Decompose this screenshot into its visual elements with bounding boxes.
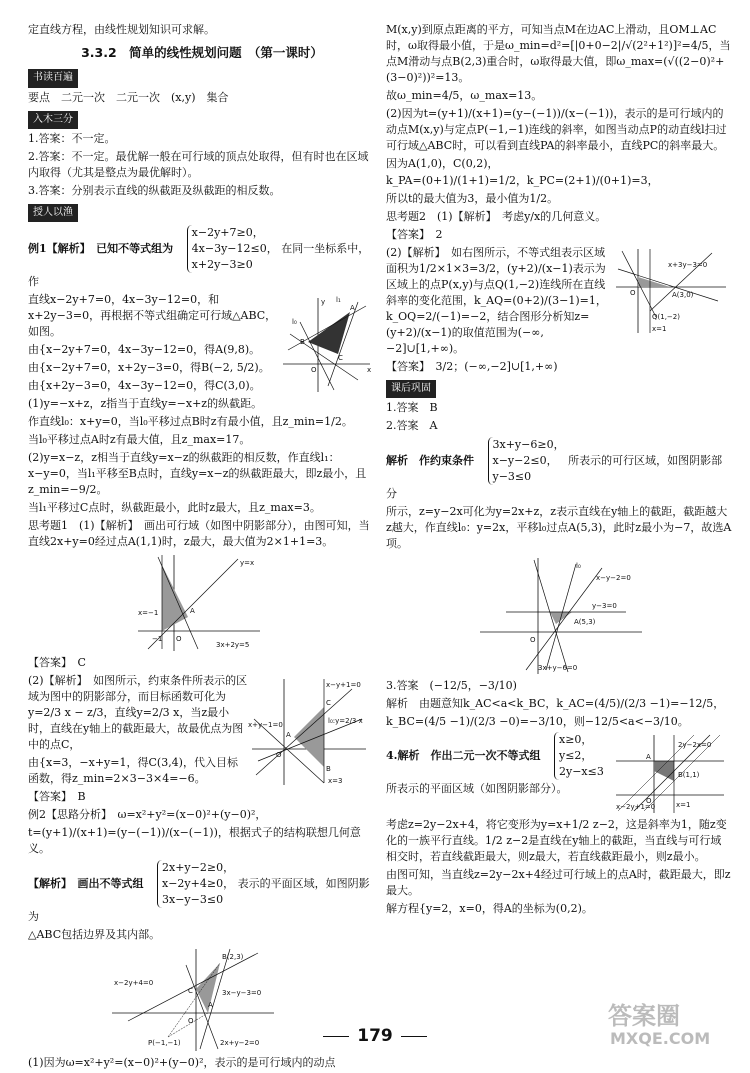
svg-text:B(1,1): B(1,1) — [678, 771, 700, 780]
svg-text:x+y−1=0: x+y−1=0 — [248, 721, 283, 730]
after-answer-2: 2.答案 A — [386, 419, 438, 433]
example2-last: (1)因为ω=x²+y²=(x−0)²+(y−0)²，表示的是可行域内的动点 — [28, 1055, 336, 1069]
answer-3: 3.答案：分别表示直线的纵截距及纵截距的相反数。 — [28, 183, 281, 197]
tag-fish: 授人以渔 — [28, 204, 78, 223]
example2-head: 例2【思路分析】 ω=x²+y²=(x−0)²+(y−0)²， — [28, 808, 267, 822]
figure-after2 — [476, 554, 646, 676]
watermark-logo — [600, 996, 740, 1048]
svg-text:Q(1,−2): Q(1,−2) — [652, 313, 680, 322]
svg-text:3x+y−6=0: 3x+y−6=0 — [538, 663, 578, 672]
svg-text:x: x — [367, 366, 372, 374]
think1-sol3: 由{x=3，−x+y=1，得C(3,4)，代入目标函数，得z_min=2×3−3×4=−6。 — [28, 756, 238, 785]
after-answer-3: 3.答案 (−12/5，−3/10) — [386, 678, 517, 692]
left-column — [28, 22, 376, 1073]
svg-text:C: C — [338, 354, 343, 362]
example1-line: 直线x−2y+7=0，4x−3y−12=0，和x+2y−3=0，再根据不等式组确定可行域△ABC，如图。 — [28, 293, 277, 338]
svg-text:l₀: l₀ — [292, 318, 297, 326]
after-2-sol: 解析 作约束条件 3x+y−6≥0， x−y−2≤0， y−3≤0 所表示的可行区域，如图阴影部分 — [386, 438, 723, 500]
after-3-line: k_BC=(4/5 −1)/(2/3 −0)=−3/10，则−12/5<a<−3/10。 — [386, 714, 689, 728]
think1: 思考题1 (1)【解析】 画出可行域（如图中阴影部分），由图可知，当直线2x+y=0经过点A(1,1)时，z最大，最大值为2×1+1=3。 — [28, 518, 370, 548]
example1-sol1: (1)y=−x+z，z指当于直线y=−x+z的纵截距。 — [28, 397, 263, 410]
svg-text:l₀:y=2/3 x: l₀:y=2/3 x — [328, 717, 363, 726]
svg-text:O: O — [276, 751, 282, 760]
svg-text:MXQE.COM: MXQE.COM — [610, 1029, 711, 1048]
svg-text:x−y−2=0: x−y−2=0 — [596, 573, 631, 582]
svg-text:O: O — [530, 635, 536, 644]
right-column — [386, 22, 732, 919]
example1-A: 由{x−2y+7=0，4x−3y−12=0，得A(9,8)。 — [28, 342, 261, 356]
svg-text:答案圈: 答案圈 — [608, 1002, 680, 1030]
svg-text:3x−y−3=0: 3x−y−3=0 — [222, 988, 262, 997]
answer-1: 1.答案：不一定。 — [28, 132, 116, 145]
after-3-sol: 解析 由题意知k_AC<a<k_BC，k_AC=(4/5)/(2/3 −1)=−12/5， — [386, 696, 725, 710]
svg-text:O: O — [646, 797, 652, 806]
after-4-line3: 解方程{y=2，x=0，得A的坐标为(0,2)。 — [386, 902, 593, 916]
r-line1: M(x,y)到原点距离的平方，可知当点M在边AC上滑动，且OM⊥AC时，ω取得最小值，于是ω_min=d²=[|0+0−2|/√(2²+1²)]²=4/5，当点M滑动与点B(2,3)重合时，ω取得最大值，即ω_max=(√((2−0)²+(3−0)²))²=13。 — [386, 23, 731, 84]
answer-2: 2.答案：不一定。最优解一般在可行域的顶点处取得，但有时也在区域内取得（尤其是整点为最优解时）。 — [28, 149, 369, 179]
after-2-system: 3x+y−6≥0， x−y−2≤0， y−3≤0 — [488, 437, 565, 485]
svg-text:C: C — [326, 699, 331, 708]
svg-text:2y−2x=0: 2y−2x=0 — [678, 741, 712, 750]
svg-text:O: O — [188, 1016, 194, 1025]
svg-text:2x+y−2=0: 2x+y−2=0 — [220, 1038, 260, 1047]
figure-think1 — [128, 551, 268, 653]
tag-after: 课后巩固 — [386, 380, 436, 399]
svg-text:y=x: y=x — [240, 559, 255, 568]
svg-text:P(−1,−1): P(−1,−1) — [148, 1038, 181, 1047]
figure-think1b — [248, 675, 370, 787]
r-line5: k_PA=(0+1)/(1+1)=1/2，k_PC=(2+1)/(0+1)=3， — [386, 174, 659, 188]
example1-B: 由{x−2y+7=0，x+2y−3=0，得B(−2, 5/2)。 — [28, 360, 270, 374]
figure-after4 — [614, 733, 726, 815]
intro-line: 定直线方程，由线性规划知识可求解。 — [28, 23, 215, 36]
r-line2: 故ω_min=4/5，ω_max=13。 — [386, 88, 543, 102]
r-line3: (2)因为t=(y+1)/(x+1)=(y−(−1))/(x−(−1))，表示的是可行域内的动点M(x,y)与定点P(−1,−1)连线的斜率，如图当动点P的动直线l扫过可行域△ABC时，可以看到直线PA的斜率最小，直线PC的斜率最大。 — [386, 106, 727, 152]
svg-text:−1: −1 — [152, 635, 163, 644]
svg-text:x+3y−3=0: x+3y−3=0 — [668, 261, 708, 270]
svg-text:B: B — [300, 338, 305, 346]
example1-C: 由{x+2y−3=0，4x−3y−12=0，得C(3,0)。 — [28, 378, 261, 392]
svg-text:x=1: x=1 — [676, 801, 691, 810]
svg-text:O: O — [630, 289, 636, 298]
svg-text:A: A — [350, 304, 355, 312]
svg-text:A(3,0): A(3,0) — [672, 291, 694, 300]
r-line4: 因为A(1,0)，C(0,2)， — [386, 156, 499, 170]
svg-text:l₁: l₁ — [336, 296, 341, 304]
svg-text:x−2y+1=0: x−2y+1=0 — [616, 803, 656, 812]
svg-text:A: A — [208, 1000, 213, 1009]
after-4-line1: 考虑z=2y−2x+4，将它变形为y=x+1/2 z−2，这是斜率为1，随z变化的一族平行直线。1/2 z−2是直线在y轴上的截距，当直线与可行域相交时，若直线截距最大，则z最大，若直线截距最小，则z最小。 — [386, 818, 727, 864]
example1-sol5: 当l₁平移过C点时，纵截距最小，此时z最大，且z_max=3。 — [28, 500, 321, 514]
section-title: 3.3.2 简单的线性规划问题 （第一课时） — [81, 44, 323, 60]
example2-line1: t=(y+1)/(x+1)=(y−(−1))/(x−(−1))，根据式子的结构联想几何意义。 — [28, 826, 361, 856]
example1-system: x−2y+7≥0， 4x−3y−12≤0， x+2y−3≥0 — [187, 225, 278, 273]
figure-think2 — [612, 247, 730, 335]
svg-text:x=−1: x=−1 — [138, 609, 159, 618]
svg-text:C: C — [188, 986, 193, 995]
example1-sol3: 当l₀平移过点A时z有最大值，且z_max=17。 — [28, 432, 251, 446]
think2-sol2: (2)【解析】 如右图所示，不等式组表示区域面积为1/2×1×3=3/2，(y+2)/(x−1)表示为区域上的点P(x,y)与点Q(1,−2)连线所在直线斜率的变化范围，k_AQ=(0+2)/(3−1)=1，k_OQ=2/(−1)=−2，结合图形分析知z=(y+2)/(x−1)的取值范围为(−∞,−2]∪[1,+∞)。 — [386, 246, 607, 355]
svg-text:A: A — [646, 753, 651, 762]
example2-system: 2x+y−2≥0， x−2y+4≥0， 3x−y−3≤0 — [157, 860, 234, 908]
think2: 思考题2 (1)【解析】 考虑y/x的几何意义。 — [386, 210, 607, 224]
tag-enter: 入木三分 — [28, 111, 78, 130]
example2-sol: 【解析】 画出不等式组 2x+y−2≥0， x−2y+4≥0， 3x−y−3≤0 表示的平面区域，如图阴影为 — [28, 861, 370, 923]
example1-head: 例1【解析】 已知不等式组为 x−2y+7≥0， 4x−3y−12≤0， x+2y−3≥0 在同一坐标系中，作 — [28, 226, 370, 289]
after-4-sol: 4.解析 作出二元一次不等式组 x≥0， y≤2， 2y−x≤3 所表示的平面区域（如图阴影部分）。 — [386, 733, 604, 796]
think1-sol2: (2)【解析】 如图所示，约束条件所表示的区域为图中的阴影部分，而目标函数可化为y=2/3 x − z/3，直线y=2/3 x，当z最小时，直线在y轴上的截距最大，故最优点为图中的点C， — [28, 674, 248, 752]
svg-text:x=3: x=3 — [328, 777, 343, 786]
svg-text:O: O — [311, 366, 317, 374]
think1-answer: 【答案】 C — [28, 656, 86, 670]
tag-book: 书读百遍 — [28, 69, 78, 88]
page-number: 179 — [0, 1024, 750, 1049]
book-line: 要点 二元一次 二元一次 (x,y) 集合 — [28, 90, 229, 104]
example1-sol4: (2)y=x−z，z相当于直线y=x−z的纵截距的相反数，作直线l₁：x−y=0，当l₁平移至B点时，直线y=x−z的纵截距最大，即z最小，且z_min=−9/2。 — [28, 450, 367, 496]
svg-text:A: A — [190, 607, 195, 616]
think2-answer2: 【答案】 3/2；(−∞,−2]∪[1,+∞) — [386, 359, 558, 373]
example1-sol2: 作直线l₀：x+y=0，当l₀平移过点B时z有最小值，且z_min=1/2。 — [28, 414, 353, 428]
svg-text:B(2,3): B(2,3) — [222, 952, 244, 961]
after-2-line: 所示，z=y−2x可化为y=2x+z，z表示直线在y轴上的截距，截距越大z越大，作直线l₀：y=2x，平移l₀过点A(5,3)，此时z最小为−7，故选A项。 — [386, 504, 732, 550]
svg-text:x−2y+4=0: x−2y+4=0 — [114, 978, 154, 987]
svg-text:x−y+1=0: x−y+1=0 — [326, 681, 361, 690]
svg-text:A: A — [286, 731, 291, 740]
r-line6: 所以t的最大值为3，最小值为1/2。 — [386, 192, 559, 206]
after-4-system: x≥0， y≤2， 2y−x≤3 — [554, 732, 604, 780]
example2-line2: △ABC包括边界及其内部。 — [28, 927, 161, 941]
svg-text:y: y — [321, 298, 326, 306]
think1-answer2: 【答案】 B — [28, 790, 86, 804]
svg-text:O: O — [176, 635, 182, 644]
figure-example1 — [278, 294, 374, 394]
after-4-line2: 由图可知，当直线z=2y−2x+4经过可行域上的点A时，截距最大，即z最大。 — [386, 868, 731, 898]
svg-text:A(5,3): A(5,3) — [574, 617, 596, 626]
svg-text:B: B — [326, 765, 331, 774]
after-answer-1: 1.答案 B — [386, 401, 438, 415]
svg-text:x=1: x=1 — [652, 325, 667, 334]
svg-text:y−3=0: y−3=0 — [592, 601, 617, 610]
think2-answer: 【答案】 2 — [386, 228, 443, 242]
svg-text:3x+2y=5: 3x+2y=5 — [216, 641, 250, 650]
svg-text:l₀: l₀ — [576, 561, 581, 570]
